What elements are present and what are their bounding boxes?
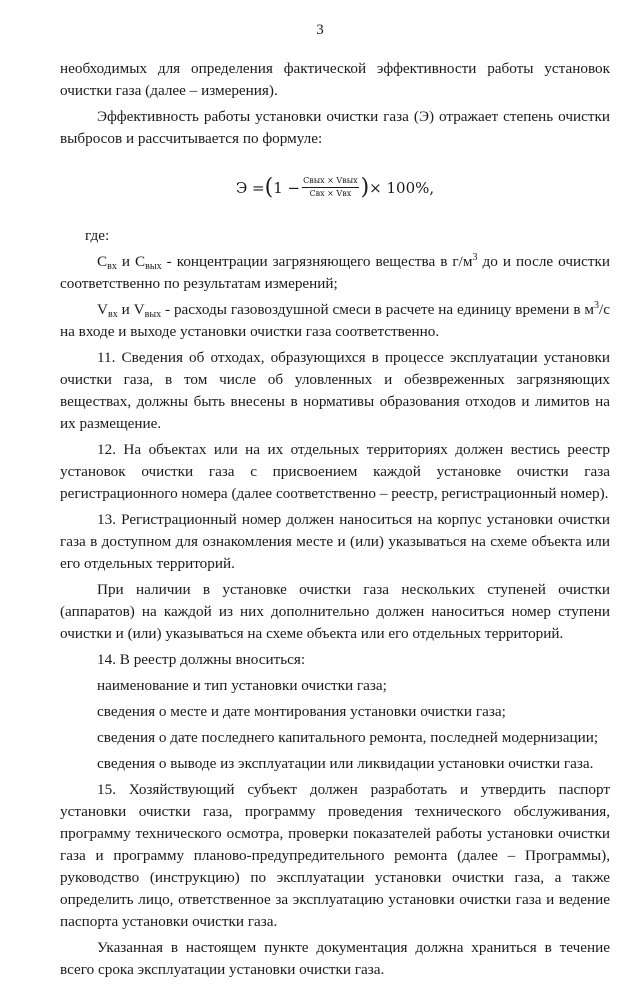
- formula-fraction: [302, 176, 358, 199]
- efficiency-formula: [60, 176, 610, 199]
- list-item-repair: сведения о дате последнего капитального ремонта, последней модернизации;: [97, 729, 599, 746]
- list-item-decommission: сведения о выводе из эксплуатации или ликвидации установки очистки газа.: [97, 755, 594, 772]
- where-label: где:: [85, 227, 110, 244]
- paragraph-15-storage: Указанная в настоящем пункте документация должна храниться в течение всего срока эксплуатации установки очистки газа.: [60, 939, 610, 978]
- formula-tail: × 100%,: [369, 178, 435, 197]
- paragraph-12: 12. На объектах или на их отдельных территориях должен вестись реестр установок очистки газа с присвоением каждой установке очистки газа регистрационного номера (далее соответственно – реестр, регистрационный номер).: [60, 441, 610, 502]
- list-item-mounting: сведения о месте и дате монтирования установки очистки газа;: [97, 703, 506, 720]
- formula-denominator: Cвх × Vвх: [309, 189, 352, 198]
- formula-numerator: Cвых × Vвых: [302, 176, 358, 188]
- paragraph-11: 11. Сведения об отходах, образующихся в процессе эксплуатации установки очистки газа, в том числе об уловленных и обезвреженных загрязняющих веществах, должны быть внесены в нормативы образования отходов и лимитов на их размещение.: [60, 349, 610, 432]
- paragraph-13: 13. Регистрационный номер должен наноситься на корпус установки очистки газа в доступном для ознакомления месте и (или) указываться на схеме объекта или его отдельных территорий.: [60, 511, 610, 572]
- v-definition: $V_{вх}$ и $V_{вых}$ - расходы газовоздушной смеси в расчете на единицу времени в $м^3/с$ на входе и выходе установки очистки газа соответственно.: [60, 300, 610, 340]
- formula-close-paren: ): [360, 174, 370, 200]
- paragraph-efficiency: Эффективность работы установки очистки газа (Э) отражает степень очистки выбросов и рассчитывается по формуле:: [60, 108, 610, 147]
- paragraph-14: 14. В реестр должны вноситься:: [97, 651, 306, 668]
- paragraph-15: 15. Хозяйствующий субъект должен разработать и утвердить паспорт установки очистки газа, программу проведения технического обслуживания, программу технического осмотра, проверки показателей работы установки очистки газа и программу планово-предупредительного ремонта (далее – Программы), руководство (инструкцию) по эксплуатации установки очистки газа, а также определить лицо, ответственное за эксплуатацию установки очистки газа и ведение паспорта установки очистки газа.: [60, 781, 610, 930]
- formula-lhs: Э =: [235, 178, 265, 197]
- page-number: 3: [316, 22, 324, 38]
- list-item-name-type: наименование и тип установки очистки газа;: [97, 677, 387, 694]
- formula-one-minus: 1 −: [273, 178, 301, 197]
- paragraph-continuation: необходимых для определения фактической эффективности работы установок очистки газа (далее – измерения).: [60, 60, 610, 99]
- paragraph-13-stages: При наличии в установке очистки газа нескольких ступеней очистки (аппаратов) на каждой из них дополнительно должен наноситься номер ступени очистки и (или) указываться на схеме объекта или его отдельных территорий.: [60, 581, 610, 642]
- c-definition: $C_{вх}$ и $C_{вых}$ - концентрации загрязняющего вещества в $г/м^3$ до и после очистки соответственно по результатам измерений;: [60, 252, 610, 292]
- formula-open-paren: (: [264, 174, 274, 200]
- document-body: [60, 58, 610, 985]
